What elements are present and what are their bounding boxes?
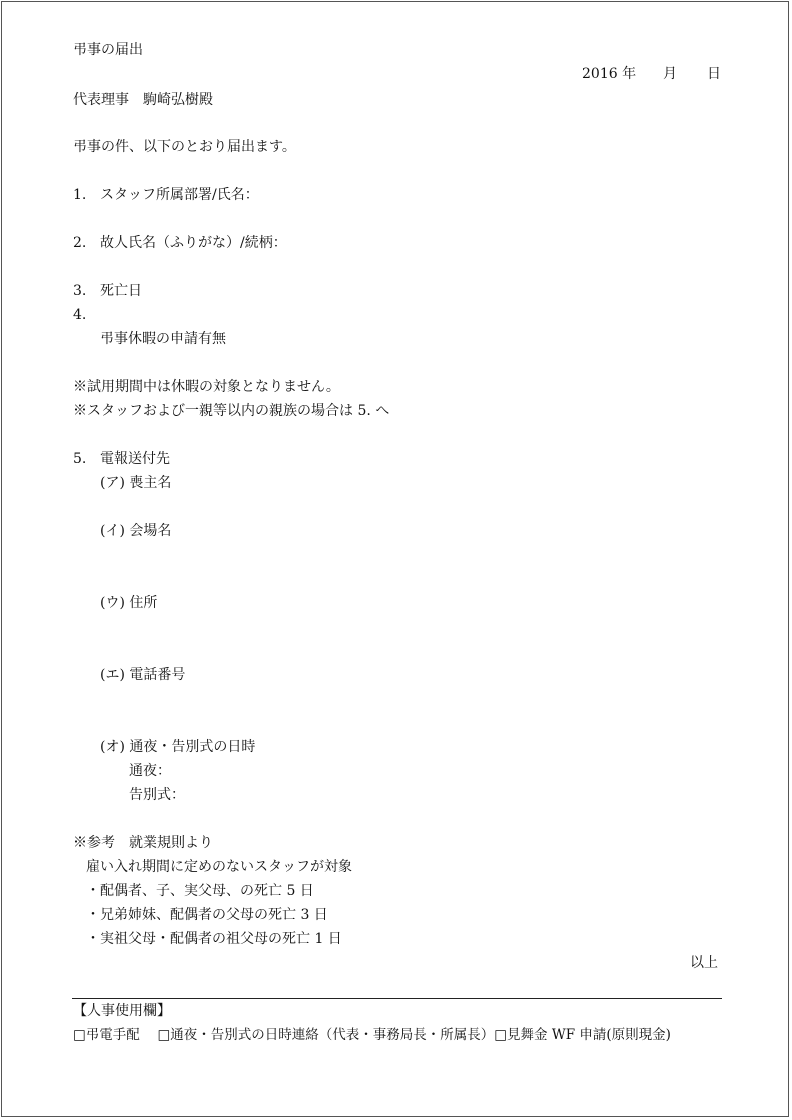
telegram-field-venue: (イ) 会場名 — [100, 523, 172, 539]
reference-bullet-3: ・実祖父母・配偶者の祖父母の死亡 1 日 — [86, 931, 342, 947]
telegram-label: 電報送付先 — [100, 451, 170, 467]
note-relatives: ※スタッフおよび一親等以内の親族の場合は 5. へ — [73, 403, 390, 419]
reference-line: 雇い入れ期間に定めのないスタッフが対象 — [86, 859, 352, 875]
item-2-number: 2. — [73, 235, 87, 251]
item-5-number: 5. — [73, 451, 87, 467]
item-1-label: スタッフ所属部署/氏名： — [100, 187, 259, 203]
telegram-subfield-wake: 通夜： — [129, 763, 171, 779]
reference-bullet-1: ・配偶者、子、実父母、の死亡 5 日 — [86, 883, 314, 899]
note-probation: ※試用期間中は休暇の対象となりません。 — [73, 379, 340, 395]
item-3-number: 3. — [73, 283, 87, 299]
intro-text: 弔事の件、以下のとおり届出ます。 — [73, 139, 296, 155]
closing-text: 以上 — [690, 955, 718, 971]
hr-section-heading: 【人事使用欄】 — [73, 1003, 171, 1019]
telegram-field-chief-mourner: (ア) 喪主名 — [100, 475, 172, 491]
reference-heading: ※参考 就業規則より — [73, 835, 213, 851]
document-page — [1, 1, 789, 1117]
item-1-number: 1. — [73, 187, 87, 203]
item-2-label: 故人氏名（ふりがな）/続柄： — [100, 235, 287, 251]
addressee: 代表理事 駒崎弘樹殿 — [73, 92, 213, 108]
document-title: 弔事の届出 — [73, 42, 143, 58]
reference-bullet-2: ・兄弟姉妹、配偶者の父母の死亡 3 日 — [86, 907, 328, 923]
date-year: 2016 年 — [582, 66, 637, 82]
hr-checklist: □弔電手配 □通夜・告別式の日時連絡（代表・事務局長・所属長）□見舞金 WF 申請(原則現金) — [73, 1027, 671, 1043]
date-month: 月 — [663, 66, 677, 82]
date-day: 日 — [707, 66, 721, 82]
item-4-number: 4. — [73, 307, 87, 323]
telegram-field-address: (ウ) 住所 — [100, 595, 158, 611]
telegram-field-phone: (エ) 電話番号 — [100, 667, 186, 683]
telegram-subfield-funeral: 告別式： — [129, 787, 185, 803]
leave-request-text: 弔事休暇の申請有無 — [100, 331, 226, 347]
hr-divider — [72, 998, 722, 999]
item-3-label: 死亡日 — [100, 283, 142, 299]
telegram-field-datetime: (オ) 通夜・告別式の日時 — [100, 739, 256, 755]
